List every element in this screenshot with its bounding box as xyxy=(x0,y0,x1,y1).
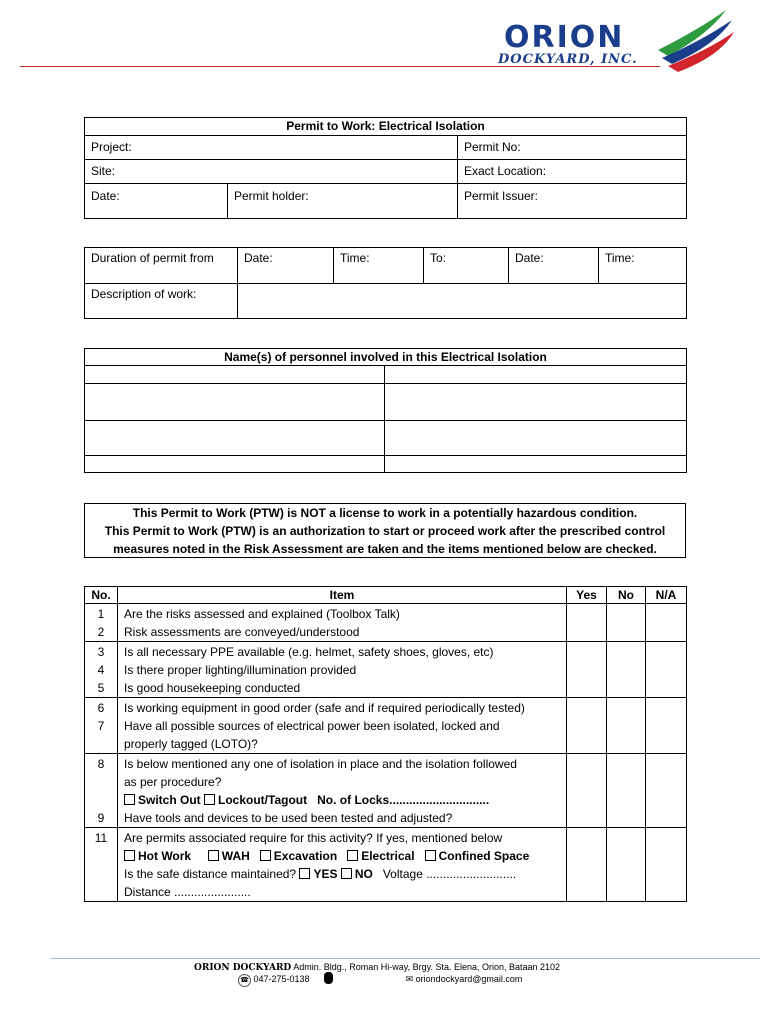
date-from-field[interactable] xyxy=(238,248,334,284)
notice-line-1: This Permit to Work (PTW) is NOT a license to work in a potentially hazardous condition. xyxy=(132,506,638,520)
row-item: Are the risks assessed and explained (Toolbox Talk) Risk assessments are conveyed/understood xyxy=(118,604,567,642)
time-from-field[interactable] xyxy=(334,248,424,284)
yes-check[interactable] xyxy=(567,698,607,754)
personnel-name-field[interactable] xyxy=(85,366,385,384)
confined-space-checkbox[interactable] xyxy=(425,850,436,861)
no-check[interactable] xyxy=(607,754,646,828)
na-check[interactable] xyxy=(646,828,687,902)
permit-issuer-label: Permit Issuer: xyxy=(464,189,539,203)
footer-address: Admin. Bldg., Roman Hi-way, Brgy. Sta. Elena, Orion, Bataan 2102 xyxy=(293,962,561,972)
footer-brand: ORION DOCKYARD xyxy=(194,963,292,973)
footer-email: oriondockyard@gmail.com xyxy=(415,974,523,984)
personnel-name-field[interactable] xyxy=(85,384,385,421)
permit-info-table xyxy=(84,117,687,219)
logo-orion-text: ORION xyxy=(504,20,625,55)
exact-location-label: Exact Location: xyxy=(464,164,547,178)
personnel-name-field[interactable] xyxy=(385,421,687,456)
time-to-field[interactable] xyxy=(599,248,687,284)
date-field[interactable] xyxy=(85,184,228,219)
permit-no-label: Permit No: xyxy=(464,140,521,154)
row-item: Is below mentioned any one of isolation in place and the isolation followed as per procedure? Switch Out Lockout/Tagout No. of Locks.............................. Have tools and devices to be used been tested and adjusted? xyxy=(118,754,567,828)
personnel-name-field[interactable] xyxy=(85,421,385,456)
personnel-name-field[interactable] xyxy=(85,456,385,473)
no-check[interactable] xyxy=(607,642,646,698)
phone-icon: ☎ xyxy=(238,974,251,987)
na-check[interactable] xyxy=(646,642,687,698)
na-check[interactable] xyxy=(646,698,687,754)
site-field[interactable] xyxy=(85,160,458,184)
row-item: Is all necessary PPE available (e.g. helmet, safety shoes, gloves, etc) Is there proper lighting/illumination provided Is good housekeeping conducted xyxy=(118,642,567,698)
notice-line-3: measures noted in the Risk Assessment are taken and the items mentioned below are checked. xyxy=(113,542,657,556)
personnel-name-field[interactable] xyxy=(385,366,687,384)
description-field[interactable] xyxy=(238,284,687,319)
row-item: Are permits associated require for this activity? If yes, mentioned below Hot Work WAH Excavation Electrical Confined Space Is the safe distance maintained? YES NO Voltage ........................... Distance ....................... xyxy=(118,828,567,902)
excavation-checkbox[interactable] xyxy=(260,850,271,861)
site-label: Site: xyxy=(91,164,116,178)
yes-check[interactable] xyxy=(567,604,607,642)
time-to-label: Time: xyxy=(605,251,635,265)
footer-rule xyxy=(50,958,760,959)
checklist-table xyxy=(84,586,687,902)
no-check[interactable] xyxy=(607,604,646,642)
na-check[interactable] xyxy=(646,604,687,642)
notice-line-2: This Permit to Work (PTW) is an authorization to start or proceed work after the prescribed control xyxy=(104,524,666,538)
row-number: 1 2 xyxy=(85,604,118,642)
switch-out-checkbox[interactable] xyxy=(124,794,135,805)
col-item-header: Item xyxy=(118,587,567,604)
exact-location-field[interactable] xyxy=(458,160,687,184)
project-field[interactable] xyxy=(85,136,458,160)
yes-check[interactable] xyxy=(567,754,607,828)
no-check[interactable] xyxy=(607,698,646,754)
row-number: 11 xyxy=(85,828,118,902)
to-label: To: xyxy=(430,251,447,265)
distance-yes-checkbox[interactable] xyxy=(299,868,310,879)
time-from-label: Time: xyxy=(340,251,370,265)
yes-check[interactable] xyxy=(567,642,607,698)
email-icon: ✉ xyxy=(405,974,414,984)
permit-holder-field[interactable] xyxy=(228,184,458,219)
lockout-checkbox[interactable] xyxy=(204,794,215,805)
electrical-checkbox[interactable] xyxy=(347,850,358,861)
row-item: Is working equipment in good order (safe and if required periodically tested) Have all possible sources of electrical power been isolated, locked and properly tagged (LOTO)? xyxy=(118,698,567,754)
date-from-label: Date: xyxy=(244,251,273,265)
col-yes-header: Yes xyxy=(567,587,607,604)
project-label: Project: xyxy=(91,140,132,154)
mobile-icon xyxy=(324,972,333,984)
permit-holder-label: Permit holder: xyxy=(234,189,309,203)
personnel-title: Name(s) of personnel involved in this Electrical Isolation xyxy=(85,349,687,366)
permit-no-field[interactable] xyxy=(458,136,687,160)
col-no-answer-header: No xyxy=(607,587,646,604)
personnel-name-field[interactable] xyxy=(385,384,687,421)
ptw-notice xyxy=(84,503,686,558)
duration-table xyxy=(84,247,687,319)
footer-phone: 047-275-0138 xyxy=(253,974,310,984)
na-check[interactable] xyxy=(646,754,687,828)
personnel-name-field[interactable] xyxy=(385,456,687,473)
safe-distance-line: Is the safe distance maintained? YES NO Voltage ........................... Distance ....................... xyxy=(124,867,517,899)
distance-no-checkbox[interactable] xyxy=(341,868,352,879)
row-number: 6 7 xyxy=(85,698,118,754)
logo-dockyard-text: DOCKYARD, INC. xyxy=(498,52,638,67)
date-to-field[interactable] xyxy=(509,248,599,284)
no-check[interactable] xyxy=(607,828,646,902)
row-number: 3 4 5 xyxy=(85,642,118,698)
to-field[interactable] xyxy=(424,248,509,284)
permit-issuer-field[interactable] xyxy=(458,184,687,219)
row-number: 8 9 xyxy=(85,754,118,828)
description-label: Description of work: xyxy=(85,284,238,319)
logo xyxy=(498,20,738,80)
duration-label: Duration of permit from xyxy=(85,248,238,284)
permit-title: Permit to Work: Electrical Isolation xyxy=(85,118,687,136)
col-na-header: N/A xyxy=(646,587,687,604)
date-label: Date: xyxy=(91,189,120,203)
associated-permits-options: Hot Work WAH Excavation Electrical Confined Space xyxy=(124,847,560,865)
personnel-table xyxy=(84,348,687,473)
footer-contact-line xyxy=(238,972,522,987)
isolation-options: Switch Out Lockout/Tagout No. of Locks.............................. xyxy=(124,791,560,809)
yes-check[interactable] xyxy=(567,828,607,902)
hot-work-checkbox[interactable] xyxy=(124,850,135,861)
wah-checkbox[interactable] xyxy=(208,850,219,861)
col-no-header: No. xyxy=(85,587,118,604)
logo-swoosh-icon xyxy=(648,10,738,80)
date-to-label: Date: xyxy=(515,251,544,265)
